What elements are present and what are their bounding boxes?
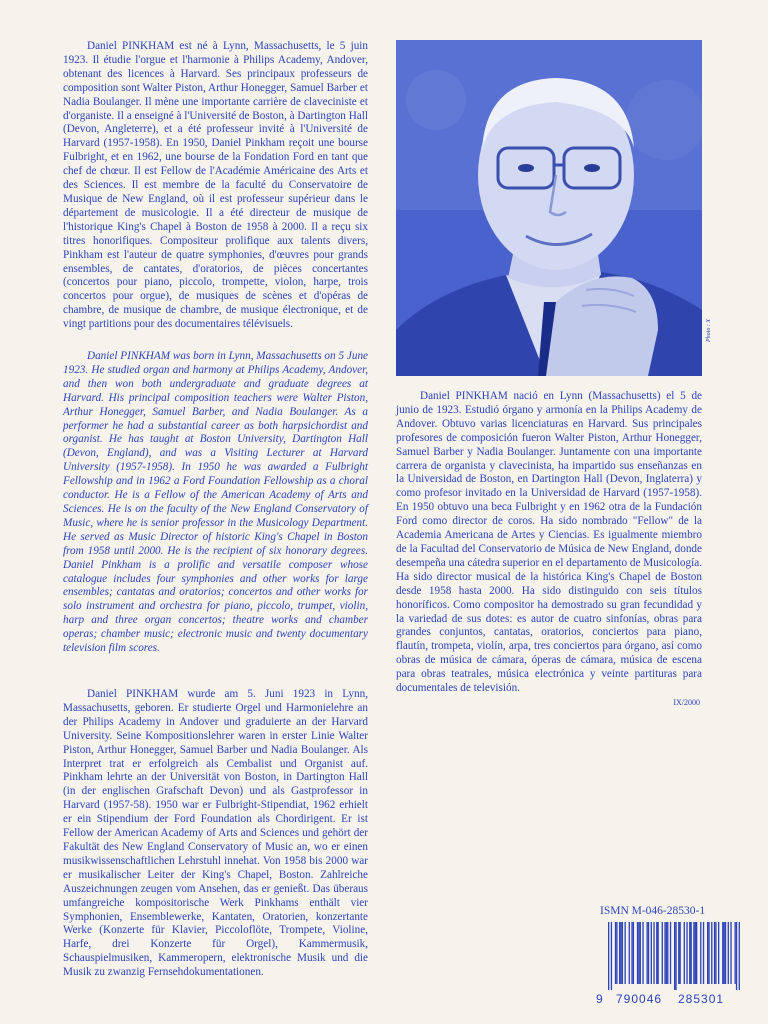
barcode-bar — [647, 922, 648, 984]
barcode-bar — [608, 922, 609, 990]
barcode-bar — [735, 922, 736, 984]
barcode-bar — [648, 922, 649, 984]
barcode-bar — [739, 922, 740, 990]
barcode-bar — [662, 922, 663, 984]
biography-spanish-text: Daniel PINKHAM nació en Lynn (Massachusetts) el 5 de junio de 1923. Estudió órgano y armonía en la Philips Academy de Andover. Obtuvo varias licenciaturas en Harvard. Sus principales profesores de composición fueron Walter Piston, Arthur Honegger, Samuel Barber y Nadia Boulanger. Juntamente con una importante carrera de organista y clavecinista, ha impartido sus enseñanzas en la Universidad de Boston, en Dartington Hall (Devon, Inglaterra) y como profesor invitado en la Universidad de Harvard (1957-1958). En 1950 obtuvo una beca Fulbright y en 1962 otra de la Fundación Ford como director de coros. Ha sido nombrado "Fellow" de la Academia Americana de Artes y Ciencias. Es igualmente miembro de la Facultad del Conservatorio de Música de New England, donde desempeña una cátedra superior en el departamento de Musicología. Ha sido director musical de la histórica King's Chapel de Boston desde 1958 hasta 2000. Ha sido distinguido con seis títulos honoríficos. Como compositor ha demostrado su gran fecundidad y la variedad de sus dotes: es autor de cuatro sinfonías, obras para grandes conjuntos, cantatas, oratorios, conciertos para piano, flautín, trompeta, violín, arpa, tres conciertos para órgano, así como obras de música de cámara, óperas de cámara, música de escena para obras teatrales, música electrónica y veinte partituras para documentales de televisión. — [396, 390, 702, 695]
barcode-bar — [638, 922, 639, 984]
barcode-bar — [666, 922, 667, 984]
composer-portrait-photo — [396, 40, 702, 376]
barcode-bar — [718, 922, 719, 984]
barcode-bar — [724, 922, 725, 984]
barcode-right-digits: 285301 — [678, 992, 725, 1006]
barcode-bar — [725, 922, 726, 984]
barcode-bar — [640, 922, 641, 984]
barcode-bar — [703, 922, 704, 984]
barcode-bar — [689, 922, 690, 984]
barcode-bar — [691, 922, 692, 984]
barcode-bar — [619, 922, 620, 984]
barcode-lead-digit: 9 — [596, 992, 604, 1006]
barcode-bar — [651, 922, 652, 984]
barcode-bar — [653, 922, 654, 984]
barcode-bar — [736, 922, 737, 990]
ismn-label: ISMN M-046-28530-1 — [600, 905, 706, 917]
barcode-bar — [678, 922, 679, 984]
barcode-bar — [686, 922, 687, 984]
barcode-bar — [616, 922, 617, 984]
barcode-bar — [730, 922, 731, 984]
barcode-bar — [633, 922, 634, 984]
barcode-bar — [722, 922, 723, 984]
barcode-bar — [708, 922, 709, 984]
edition-date-code: IX/2000 — [673, 697, 700, 707]
barcode-bar — [674, 922, 675, 990]
barcode-bar — [620, 922, 621, 984]
biography-spanish — [396, 390, 702, 708]
biography-german — [63, 688, 368, 980]
barcode-bar — [611, 922, 612, 990]
barcode-bar — [693, 922, 694, 984]
barcode — [608, 922, 740, 990]
barcode-bar — [637, 922, 638, 984]
barcode-left-digits: 790046 — [616, 992, 663, 1006]
barcode-bar — [656, 922, 657, 984]
biography-french — [63, 40, 368, 332]
ismn-barcode-block — [594, 904, 746, 1006]
portrait-illustration — [396, 40, 702, 376]
barcode-bar — [700, 922, 701, 984]
barcode-bar — [667, 922, 668, 984]
barcode-bar — [711, 922, 712, 984]
biography-french-text: Daniel PINKHAM est né à Lynn, Massachusetts, le 5 juin 1923. Il étudie l'orgue et l'harmonie à Philips Academy, Andover, obtenant des licences à Harvard. Ses principaux professeurs de composition sont Walter Piston, Arthur Honegger, Samuel Barber et Nadia Boulanger. Il mène une importante carrière de claveciniste et d'organiste. Il a enseigné à l'Université de Boston, à Dartington Hall (Devon, Angleterre), et a été professeur invité à l'Université de Harvard (1957-1958). En 1950, Daniel Pinkham reçoit une bourse Fulbright, et en 1962, une bourse de la Fondation Ford en tant que chef de chœur. Il est Fellow de l'Académie Américaine des Arts et des Sciences. Il est membre de la faculté du Conservatoire de Musique de New England, où il est professeur supérieur dans le département de musicologie. Il a été directeur de musique de l'historique King's Chapel à Boston de 1958 à 2000. Il a reçu six titres honorifiques. Compositeur prolifique aux talents divers, Pinkham est l'auteur de quatre symphonies, d'œuvres pour grands ensembles, de cantates, d'oratorios, de pièces concertantes (concertos pour piano, piccolo, trompette, violon, harpe, trois concertos pour orgue), de musiques de scènes et d'opéras de chambre, de musique de chambre, de musique électronique, et de vingt partitions pour des documentaires télévisuels. — [63, 40, 368, 331]
barcode-bar — [707, 922, 708, 984]
barcode-bar — [658, 922, 659, 984]
barcode-bar — [684, 922, 685, 984]
photo-credit: Photo : X — [706, 319, 712, 342]
barcode-bar — [631, 922, 632, 984]
barcode-bar — [714, 922, 715, 984]
barcode-bar — [715, 922, 716, 984]
biography-english — [63, 350, 368, 656]
barcode-bar — [625, 922, 626, 984]
barcode-bar — [670, 922, 671, 984]
barcode-bar — [622, 922, 623, 984]
barcode-bar — [696, 922, 697, 984]
barcode-bar — [728, 922, 729, 984]
barcode-bar — [642, 922, 643, 984]
biography-english-text: Daniel PINKHAM was born in Lynn, Massachusetts on 5 June 1923. He studied organ and harmony at Philips Academy, Andover, and then won both undergraduate and graduate degrees at Harvard. His principal composition teachers were Walter Piston, Arthur Honegger, Samuel Barber, and Nadia Boulanger. As a performer he had a substantial career as both harpsichordist and organist. He has taught at Boston University, Dartington Hall (Devon, England), and was a Visiting Lecturer at Harvard University (1957-1958). In 1950 he was awarded a Fulbright Fellowship and in 1962 a Ford Foundation Fellowship as a choral conductor. He is a Fellow of the American Academy of Arts and Sciences. He is on the faculty of the New England Conservatory of Music, where he is senior professor in the Musicology Department. He served as Music Director of historic King's Chapel in Boston from 1958 until 2000. He is the recipient of six honorary degrees. Daniel Pinkham is a prolific and versatile composer whose catalogue includes four symphonies and other works for large ensembles; cantatas and oratorios; concertos and other works for solo instrument and orchestra for piano, piccolo, trumpet, violin, harp and three organ concertos; theatre works and chamber operas; chamber music; electronic music and twenty documentary television film scores. — [63, 350, 368, 655]
barcode-bar — [664, 922, 665, 984]
barcode-bar — [675, 922, 676, 990]
barcode-bar — [615, 922, 616, 984]
barcode-bar — [629, 922, 630, 984]
biography-german-text: Daniel PINKHAM wurde am 5. Juni 1923 in Lynn, Massachusetts, geboren. Er studierte Orgel und Harmonielehre an der Philips Academy in Andover und graduierte an der Harvard University. Seine Kompositionslehrer waren in erster Linie Walter Piston, Arthur Honegger, Samuel Barber und Nadia Boulanger. Als Interpret trat er erfolgreich als Cembalist und Organist auf. Pinkham lehrte an der Universität von Boston, in Dartington Hall (in der englischen Grafschaft Devon) und als Gastprofessor in Harvard (1957-58). 1950 war er Fulbright-Stipendiat, 1962 erhielt er ein Stipendium der Ford Foundation als Chordirigent. Er ist Fellow der American Academy of Arts and Sciences und gehört der Fakultät des New England Conservatory of Music an, wo er einen musikwissenschaftlichen Lehrstuhl innehat. Von 1958 bis 2000 war er musikalischer Leiter der King's Chapel, Boston. Zahlreiche Auszeichnungen zeugen vom Ansehen, das er genießt. Das überaus umfangreiche kompositorische Werk Pinkhams enthält vier Symphonien, Ensemblewerke, Kantaten, Oratorien, konzertante Werke (Konzerte für Klavier, Piccoloflöte, Trompete, Violine, Harfe, drei Konzerte für Orgel), Kammermusik, Schauspielmusiken, Kammeropern, elektronische Musik und die Musik zu zwanzig Fernsehdokumentationen. — [63, 688, 368, 979]
barcode-bar — [680, 922, 681, 984]
barcode-bar — [695, 922, 696, 984]
